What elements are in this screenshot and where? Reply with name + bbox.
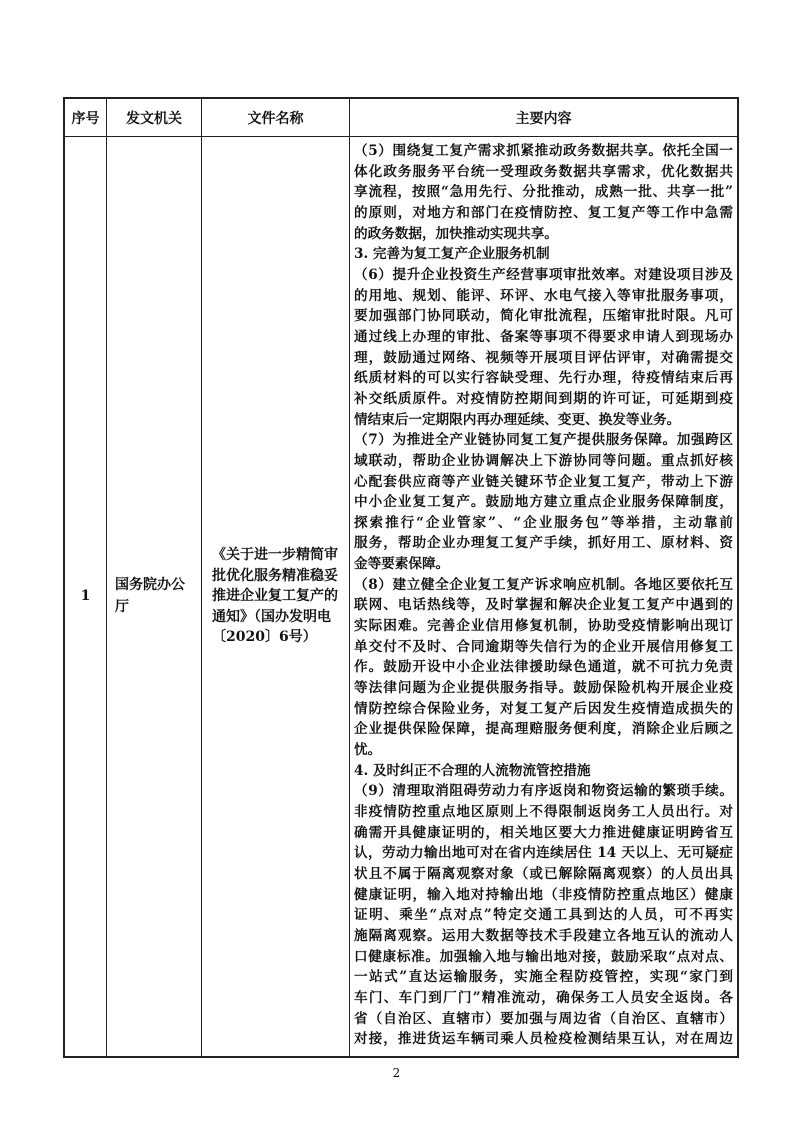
row-issuer: 国务院办公厅 xyxy=(107,137,202,1057)
row-main-content xyxy=(350,137,739,1057)
header-index: 序号 xyxy=(64,98,107,137)
content-line: 纸质材料的可以实行容缺受理、先行办理，待疫情结束后再 xyxy=(354,370,733,387)
content-line: （7）为推进全产业链协同复工复产提供服务保障。加强跨区 xyxy=(354,432,733,449)
content-line: 通过线上办理的审批、备案等事项不得要求申请人到现场办 xyxy=(354,328,733,345)
content-line: 联网、电话热线等，及时掌握和解决企业复工复产中遇到的 xyxy=(354,597,733,614)
content-line: 服务，帮助企业办理复工复产手续，抓好用工、原材料、资 xyxy=(354,535,733,552)
content-line: 健康证明，输入地对持输出地（非疫情防控重点地区）健康 xyxy=(354,886,733,903)
content-line: 要加强部门协同联动，简化审批流程，压缩审批时限。凡可 xyxy=(354,308,733,325)
table-row xyxy=(64,137,738,1057)
content-line: 情结束后一定期限内再办理延续、变更、换发等业务。 xyxy=(354,411,681,428)
row-index: 1 xyxy=(64,137,107,1057)
header-issuer: 发文机关 xyxy=(107,98,202,137)
table-header-row xyxy=(64,98,738,137)
content-line: 4. 及时纠正不合理的人流物流管控措施 xyxy=(354,762,591,779)
content-line: 确需开具健康证明的，相关地区要大力推进健康证明跨省互 xyxy=(354,824,733,841)
row-document-title: 《关于进一步精简审批优化服务精准稳妥推进企业复工复产的通知》（国办发明电〔2020〕6号） xyxy=(202,137,350,1057)
content-line: 的原则，对地方和部门在疫情防控、复工复产等工作中急需 xyxy=(354,204,733,221)
content-line: 证明、乘坐“点对点”特定交通工具到达的人员，可不再实 xyxy=(354,907,733,924)
content-line: （5）围绕复工复产需求抓紧推动政务数据共享。依托全国一 xyxy=(354,143,733,159)
content-line: 情防控综合保险业务，对复工复产后因发生疫情造成损失的 xyxy=(354,700,733,717)
page-number: 2 xyxy=(392,1065,401,1080)
content-line: 域联动，帮助企业协调解决上下游协同等问题。重点抓好核 xyxy=(354,452,733,469)
content-line: 享流程，按照“急用先行、分批推动，成熟一批、共享一批” xyxy=(354,184,733,201)
content-line: 中小企业复工复产。鼓励地方建立重点企业服务保障制度， xyxy=(354,494,733,511)
content-line: 作。鼓励开设中小企业法律援助绿色通道，就不可抗力免责 xyxy=(354,659,733,676)
content-line: 一站式”直达运输服务，实施全程防疫管控，实现“家门到 xyxy=(354,969,733,986)
content-line: 的用地、规划、能评、环评、水电气接入等审批服务事项， xyxy=(354,287,733,304)
content-line: 等法律问题为企业提供服务指导。鼓励保险机构开展企业疫 xyxy=(354,680,733,697)
content-line: 心配套供应商等产业链关键环节企业复工复产，带动上下游 xyxy=(354,473,733,490)
content-line: （8）建立健全企业复工复产诉求响应机制。各地区要依托互 xyxy=(354,576,733,593)
content-line: 企业提供保险保障，提高理赔服务便利度，消除企业后顾之 xyxy=(354,721,733,738)
content-line: 金等要素保障。 xyxy=(354,556,450,573)
content-line: 实际困难。完善企业信用修复机制，协助受疫情影响出现订 xyxy=(354,618,733,635)
header-main-content: 主要内容 xyxy=(350,98,739,137)
content-line: 非疫情防控重点地区原则上不得限制返岗务工人员出行。对 xyxy=(354,804,733,820)
policy-table xyxy=(63,97,739,1058)
content-line: 车门、车门到厂门”精准流动，确保务工人员安全返岗。各 xyxy=(354,989,733,1006)
content-line: 体化政务服务平台统一受理政务数据共享需求，优化数据共 xyxy=(354,163,733,180)
content-line: 探索推行“企业管家”、“企业服务包”等举措，主动靠前 xyxy=(354,514,733,531)
content-line: 口健康标准。加强输入地与输出地对接，鼓励采取“点对点、 xyxy=(354,948,733,965)
content-line: 3. 完善为复工复产企业服务机制 xyxy=(354,246,550,263)
content-line: 忧。 xyxy=(354,742,382,759)
content-line: 施隔离观察。运用大数据等技术手段建立各地互认的流动人 xyxy=(354,927,733,944)
content-line: 单交付不及时、合同逾期等失信行为的企业开展信用修复工 xyxy=(354,638,733,655)
content-line: 认，劳动力输出地可对在省内连续居住 14 天以上、无可疑症 xyxy=(354,845,733,862)
content-line: （6）提升企业投资生产经营事项审批效率。对建设项目涉及 xyxy=(354,266,733,283)
content-line: 对接，推进货运车辆司乘人员检疫检测结果互认，对在周边 xyxy=(354,1031,733,1048)
content-line: 状且不属于隔离观察对象（或已解除隔离观察）的人员出具 xyxy=(354,865,733,882)
content-line: 补交纸质原件。对疫情防控期间到期的许可证，可延期到疫 xyxy=(354,390,733,407)
content-line: 省（自治区、直辖市）要加强与周边省（自治区、直辖市） xyxy=(354,1010,733,1027)
content-line: （9）清理取消阻碍劳动力有序返岗和物资运输的繁琐手续。 xyxy=(354,783,733,800)
content-line: 的政务数据，加快推动实现共享。 xyxy=(354,225,558,242)
content-line: 理，鼓励通过网络、视频等开展项目评估评审，对确需提交 xyxy=(354,349,733,366)
header-document-title: 文件名称 xyxy=(202,98,350,137)
